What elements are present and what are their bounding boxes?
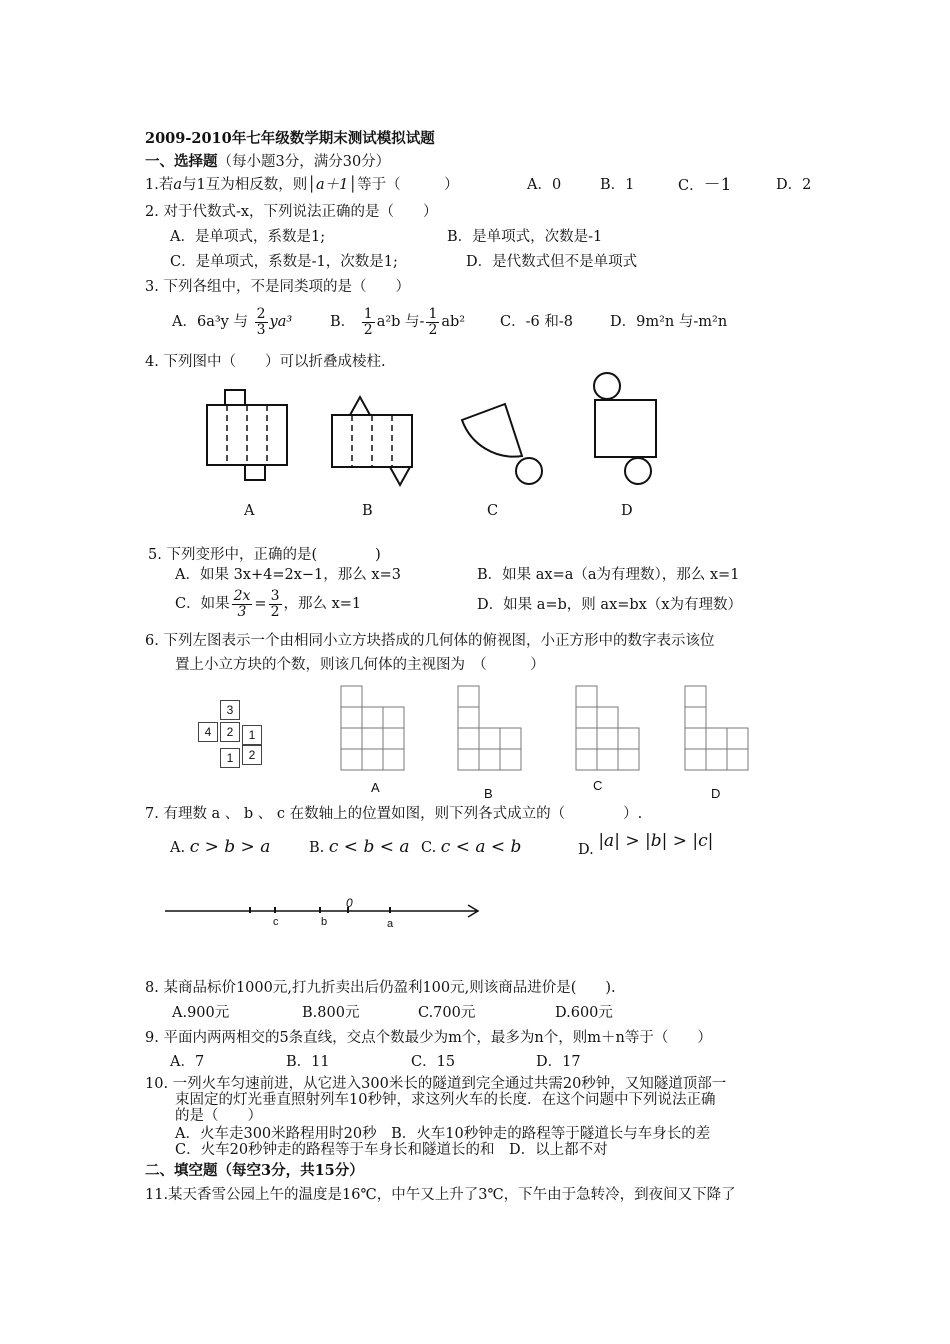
q5-c-fraction-1 <box>232 589 253 620</box>
q6-cell: 4 <box>198 722 218 742</box>
q6-cell: 2 <box>242 745 262 765</box>
q4-net-figures <box>195 370 675 500</box>
q7-axis-b: b <box>321 916 328 928</box>
q6-label-c: C <box>593 778 603 793</box>
q7-a-label: A. <box>170 840 186 856</box>
q1-option-a: A．0 <box>527 177 562 193</box>
q3-option-d: D．9m²n 与-m²n <box>610 314 728 330</box>
q7-b-expr: c < b < a <box>328 837 410 857</box>
q7-option-c <box>421 836 521 859</box>
q1-option-b: B．1 <box>600 177 635 193</box>
q7-a-expr: c > b > a <box>189 837 271 857</box>
q7-option-a <box>170 836 270 859</box>
q3-a-den: 3 <box>256 321 266 338</box>
question-10-line-2: 束固定的灯光垂直照射列车10秒钟，求这列火车的长度．在这个问题中下列说法正确 <box>175 1092 716 1108</box>
q6-cell: 1 <box>242 725 262 745</box>
q1-text-a: 1.若 <box>145 177 174 193</box>
q7-d-label: D. <box>578 842 594 858</box>
question-6-line-1: 6. 下列左图表示一个由相同小立方块搭成的几何体的俯视图，小正方形中的数字表示该位 <box>145 633 715 649</box>
q4-label-b: B <box>362 503 373 519</box>
q6-label-b: B <box>484 786 493 801</box>
q4-figure-b <box>332 397 412 485</box>
question-8: 8. 某商品标价1000元,打九折卖出后仍盈利100元,则该商品进价是( ). <box>145 980 616 996</box>
page-title: 2009-2010年七年级数学期末测试模拟试题 <box>145 130 435 147</box>
q5-option-b: B．如果 ax=a（a为有理数），那么 x=1 <box>477 567 740 583</box>
q6-option-a-figure <box>341 686 404 770</box>
q7-option-d <box>578 830 714 858</box>
question-6-line-2: 置上小立方块的个数，则该几何体的主视图为 （ ） <box>175 657 545 673</box>
q1-var: a <box>173 177 182 193</box>
q3-b-num1: 1 <box>363 305 373 322</box>
question-5: 5. 下列变形中，正确的是( ) <box>148 547 381 563</box>
q3-option-a <box>172 304 292 340</box>
section-1-note: （每小题3分，满分30分） <box>217 154 391 170</box>
question-7: 7. 有理数 a 、 b 、 c 在数轴上的位置如图，则下列各式成立的（ ）. <box>145 806 643 822</box>
q2-option-b: B．是单项式，次数是-1 <box>447 229 603 245</box>
question-3: 3. 下列各组中，不是同类项的是（ ） <box>145 279 410 295</box>
q1-text-c: │等于（ ） <box>348 177 459 193</box>
q5-c-num1: 2x <box>233 587 251 604</box>
q5-option-d: D．如果 a=b，则 ax=bx（x为有理数） <box>477 597 743 613</box>
q6-option-c-figure <box>576 686 639 770</box>
q5-c-tail: ，那么 x=1 <box>283 596 362 612</box>
question-1 <box>145 176 459 194</box>
q2-option-d: D．是代数式但不是单项式 <box>466 254 638 270</box>
question-4: 4. 下列图中（ ）可以折叠成棱柱. <box>145 354 386 370</box>
q3-a-text: A．6a³y 与 <box>172 314 248 330</box>
section-2-title: 二、填空题（每空3分，共15分） <box>145 1162 364 1179</box>
q2-option-c: C．是单项式，系数是-1，次数是1; <box>170 254 398 270</box>
q6-option-b-figure <box>458 686 521 770</box>
q6-cell: 3 <box>220 700 240 720</box>
section-1-title: 一、选择题 <box>145 153 218 170</box>
q7-option-b <box>309 836 410 859</box>
q10-options-ab: A．火车走300米路程用时20秒 B．火车10秒钟走的路程等于隧道长与车身长的差 <box>175 1126 711 1142</box>
q1-option-d: D．2 <box>776 177 812 193</box>
q7-axis-a: a <box>387 918 394 930</box>
q5-option-c: C．如果 $\frac{2x}{3}$ = $\frac{3}{2}$ ，那么 x=1 <box>175 587 362 620</box>
q8-option-d: D.600元 <box>555 1005 613 1021</box>
q7-d-expr: |a| > |b| > |c| <box>598 831 714 851</box>
q3-b-den1: 2 <box>363 321 373 338</box>
q6-cell: 2 <box>220 722 240 742</box>
q1-option-c-value: －1 <box>703 175 732 195</box>
question-9: 9. 平面内两两相交的5条直线，交点个数最少为m个，最多为n个，则m＋n等于（ ） <box>145 1030 712 1046</box>
q7-axis-zero: 0 <box>346 896 353 910</box>
q7-number-line <box>160 895 490 935</box>
q1-expr: a＋1 <box>315 177 349 193</box>
q3-b-label: B． <box>330 314 356 330</box>
q3-b-fraction-2 <box>426 307 439 338</box>
q8-option-c: C.700元 <box>418 1005 476 1021</box>
section-1-header <box>145 153 390 171</box>
q3-b-num2: 1 <box>428 305 438 322</box>
q3-a-fraction <box>255 307 268 338</box>
q2-option-a: A．是单项式，系数是1; <box>170 229 326 245</box>
q6-label-d: D <box>711 786 721 801</box>
q3-b-den2: 2 <box>428 321 438 338</box>
question-11: 11.某天香雪公园上午的温度是16℃，中午又上升了3℃，下午由于急转冷，到夜间又下降了 <box>145 1187 736 1203</box>
question-10-line-3: 的是（ ） <box>175 1108 262 1124</box>
q5-option-a: A．如果 3x+4=2x−1，那么 x=3 <box>175 567 401 583</box>
q8-option-b: B.800元 <box>302 1005 360 1021</box>
q5-c-fraction-2 <box>269 589 282 620</box>
q4-figure-d <box>594 373 656 484</box>
q5-c-den2: 2 <box>270 603 280 620</box>
q6-label-a: A <box>371 780 380 795</box>
question-10-line-1: 10. 一列火车匀速前进，从它进入300米长的隧道到完全通过共需20秒钟，又知隧道顶部一 <box>145 1076 727 1092</box>
q9-option-b: B．11 <box>286 1054 330 1070</box>
q1-option-c <box>678 176 731 195</box>
q3-a-term: ya³ <box>269 314 293 330</box>
q4-figure-a <box>207 390 287 480</box>
q1-text-b: 与1互为相反数，则│ <box>182 177 316 193</box>
q7-b-label: B. <box>309 840 325 856</box>
q6-cell: 1 <box>220 748 240 768</box>
q5-c-text: C．如果 <box>175 596 230 612</box>
q3-option-b <box>330 304 465 340</box>
q4-label-d: D <box>621 503 633 519</box>
q3-b-term: ab² <box>441 314 466 330</box>
q3-a-num: 2 <box>256 305 266 322</box>
q6-top-view <box>198 700 268 770</box>
q5-c-num2: 3 <box>270 587 280 604</box>
q6-option-d-figure <box>685 686 748 770</box>
q7-axis-c: c <box>273 916 279 928</box>
q4-figure-c <box>462 404 542 484</box>
q1-option-c-label: C． <box>678 178 704 194</box>
q3-b-fraction-1 <box>362 307 375 338</box>
q10-options-cd: C．火车20秒钟走的路程等于车身长和隧道长的和 D．以上都不对 <box>175 1142 608 1158</box>
q4-label-c: C <box>487 503 499 519</box>
q9-option-d: D．17 <box>536 1054 581 1070</box>
q8-option-a: A.900元 <box>172 1005 230 1021</box>
q6-front-views <box>335 684 755 774</box>
q3-option-c: C．-6 和-8 <box>500 314 573 330</box>
q9-option-a: A．7 <box>170 1054 205 1070</box>
q5-c-den1: 3 <box>237 603 247 620</box>
question-2: 2. 对于代数式-x，下列说法正确的是（ ） <box>145 204 438 220</box>
q3-b-text: a²b 与- <box>376 314 425 330</box>
q7-c-expr: c < a < b <box>440 837 522 857</box>
q4-label-a: A <box>244 503 255 519</box>
q9-option-c: C．15 <box>411 1054 456 1070</box>
q7-c-label: C. <box>421 840 437 856</box>
